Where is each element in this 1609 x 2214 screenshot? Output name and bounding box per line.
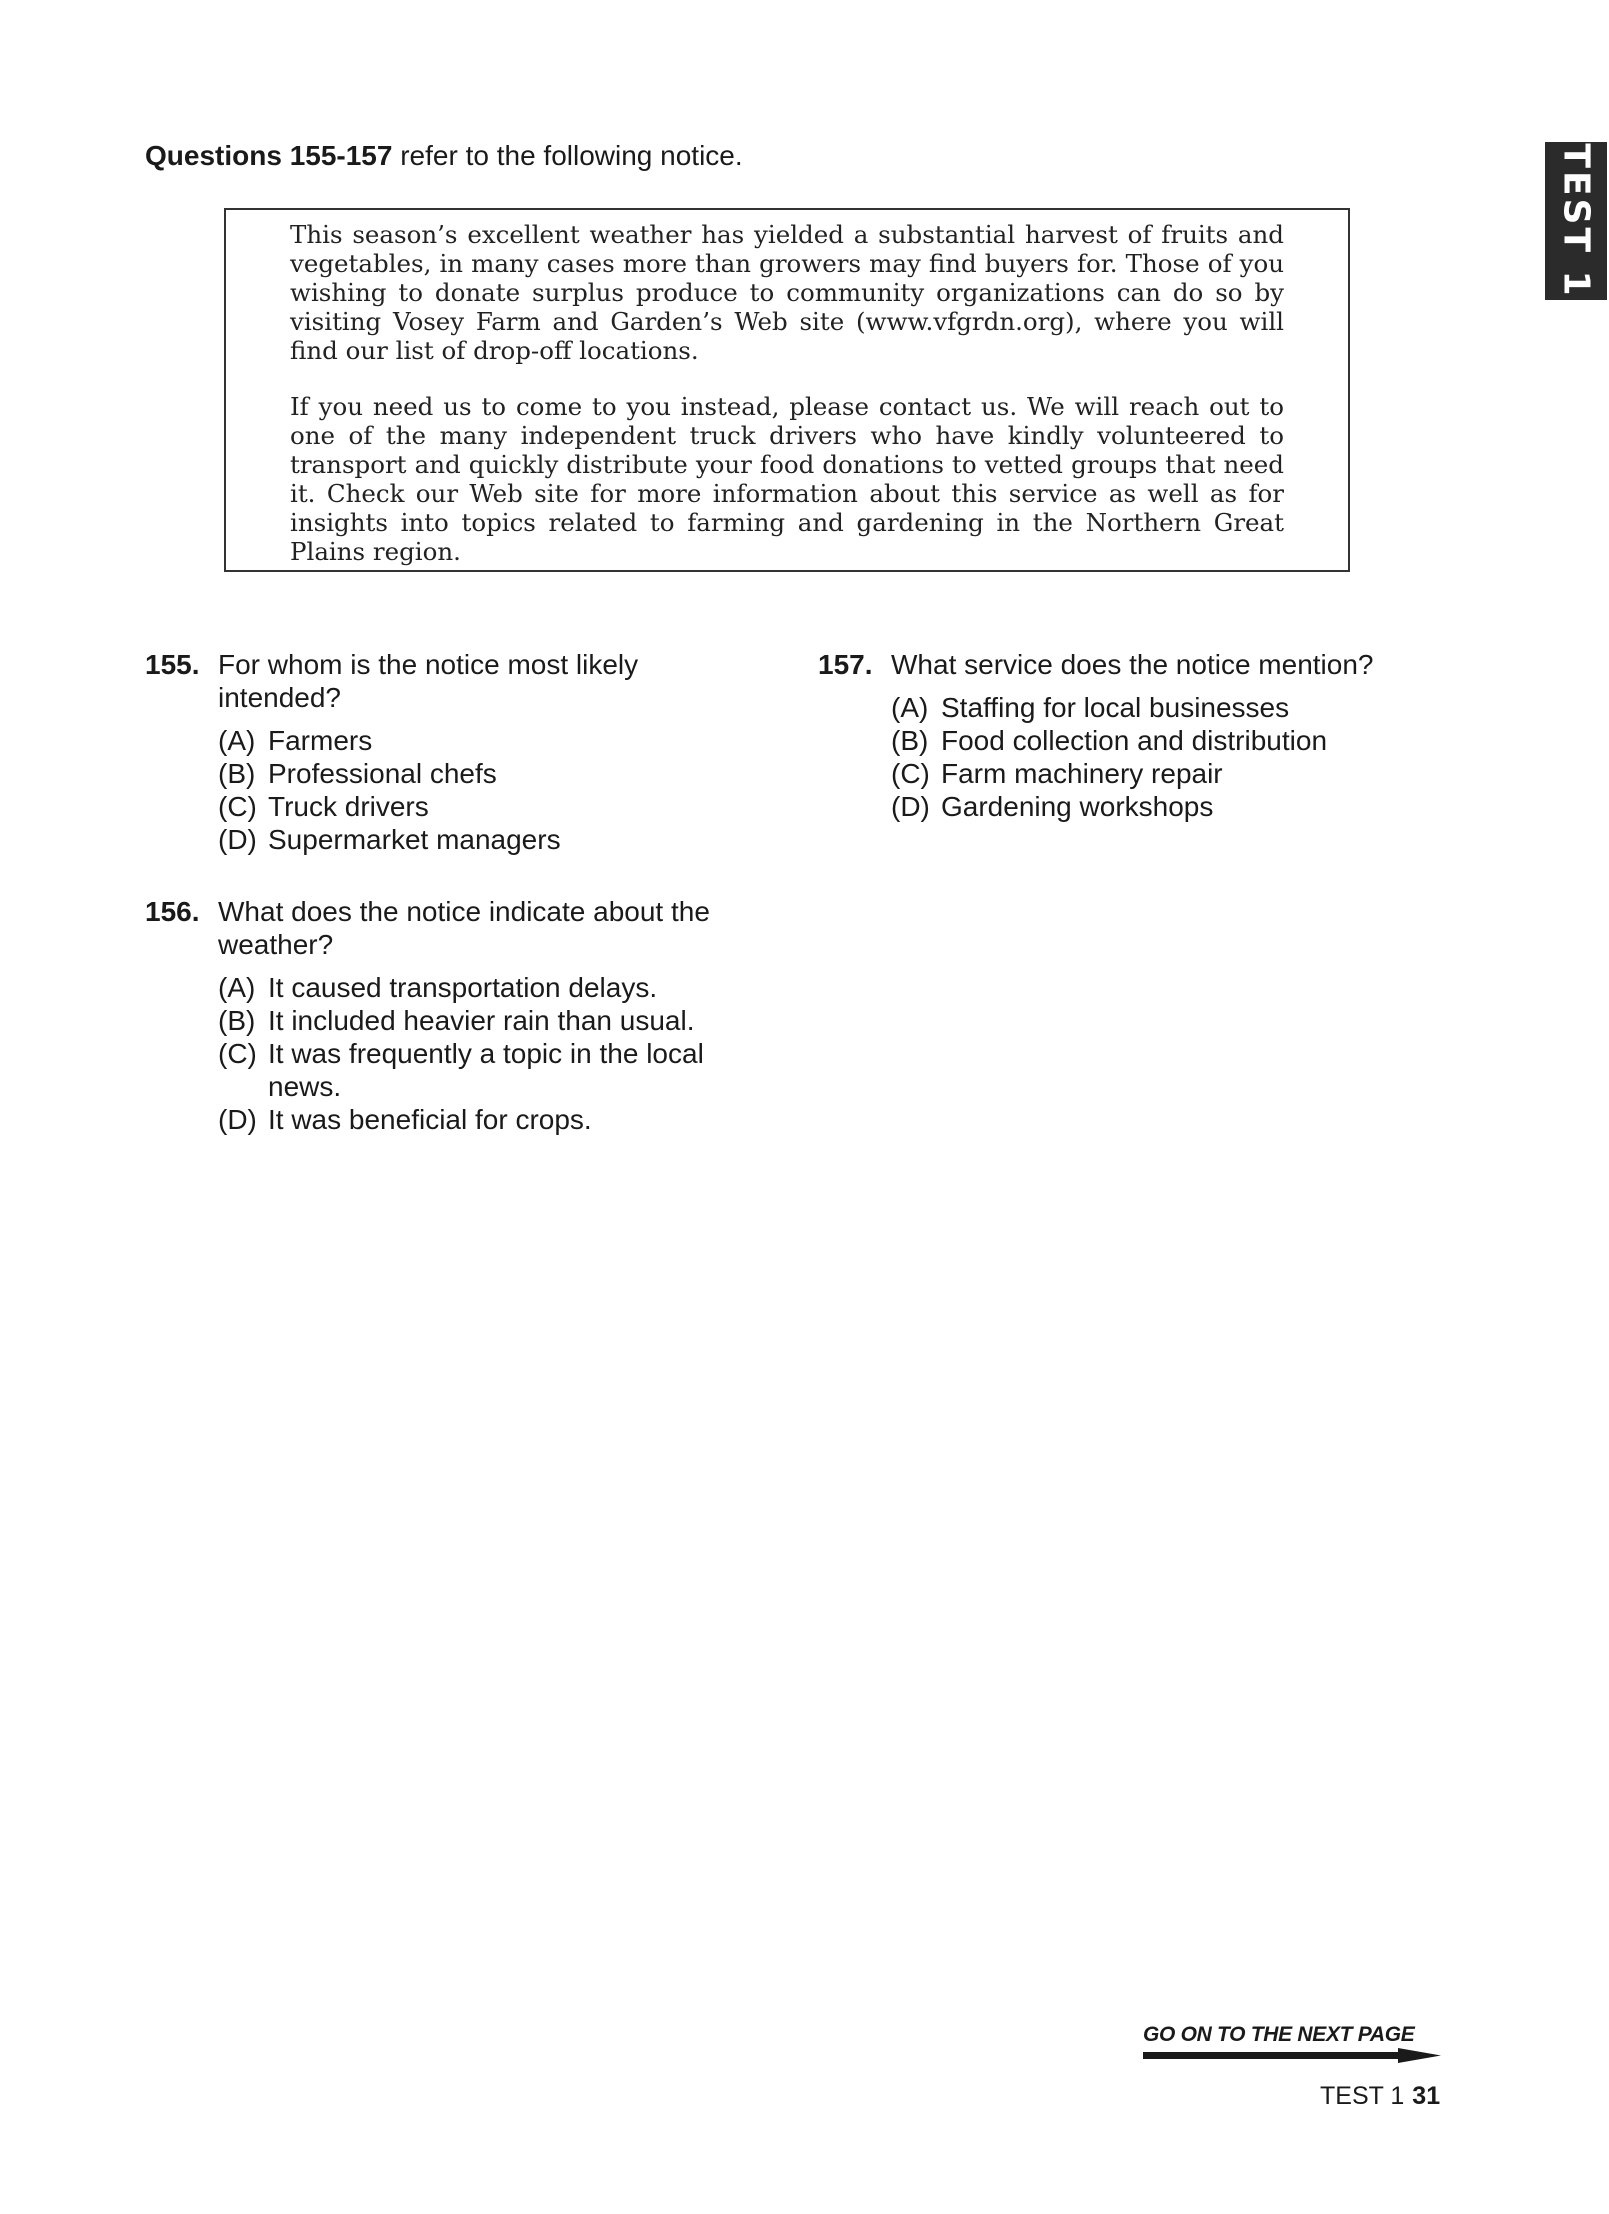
option-letter: (B) [218, 1005, 256, 1036]
question-stem [145, 895, 745, 961]
answer-option[interactable] [891, 724, 1458, 757]
question-stem [818, 648, 1458, 681]
question-155 [145, 648, 745, 856]
option-letter: (B) [218, 758, 256, 789]
option-text: Gardening workshops [941, 791, 1214, 822]
answer-options [818, 691, 1458, 823]
option-letter: (D) [218, 1104, 257, 1135]
page-footer [1320, 2080, 1440, 2112]
page-number: 31 [1412, 2082, 1441, 2110]
footer-test-label: TEST 1 [1320, 2082, 1405, 2110]
option-text: Truck drivers [268, 791, 429, 822]
answer-option[interactable] [218, 1004, 745, 1037]
notice-paragraph: If you need us to come to you instead, please contact us. We will reach out to one of the many independent truck drivers who have kindly volunteered to transport and quickly distribute your food donations to vetted groups that need it. Check our Web site for more information about this service as well as for insights into topics related to farming and gardening in the Northern Great Plains region. [290, 392, 1284, 566]
answer-options [145, 724, 745, 856]
option-letter: (D) [891, 791, 930, 822]
option-letter: (C) [891, 758, 930, 789]
option-letter: (A) [218, 972, 256, 1003]
option-text: Farm machinery repair [941, 758, 1223, 789]
question-text: What does the notice indicate about the weather? [218, 896, 710, 960]
option-text: Supermarket managers [268, 824, 561, 855]
question-157 [818, 648, 1458, 823]
answer-option[interactable] [218, 790, 745, 823]
notice-paragraph: This season’s excellent weather has yielded a substantial harvest of fruits and vegetables, in many cases more than growers may find buyers for. Those of you wishing to donate surplus produce to community organizations can do so by visiting Vosey Farm and Garden’s Web site (www.vfgrdn.org), where you will find our list of drop-off locations. [290, 220, 1284, 365]
option-text: Professional chefs [268, 758, 497, 789]
option-text: It was beneficial for crops. [268, 1104, 592, 1135]
answer-option[interactable] [218, 823, 745, 856]
option-text: Food collection and distribution [941, 725, 1328, 756]
questions-range: Questions 155-157 [145, 140, 393, 171]
question-text: What service does the notice mention? [891, 649, 1374, 680]
answer-options [145, 971, 745, 1136]
option-letter: (C) [218, 791, 257, 822]
arrow-right-icon [1143, 2048, 1441, 2064]
option-text: Farmers [268, 725, 373, 756]
question-156 [145, 895, 745, 1136]
option-letter: (A) [891, 692, 929, 723]
next-page-label: GO ON TO THE NEXT PAGE [1143, 2023, 1415, 2046]
test-side-tab [1545, 142, 1607, 300]
answer-option[interactable] [218, 757, 745, 790]
question-stem [145, 648, 745, 714]
option-text: It included heavier rain than usual. [268, 1005, 695, 1036]
answer-option[interactable] [218, 724, 745, 757]
answer-option[interactable] [891, 790, 1458, 823]
answer-option[interactable] [891, 691, 1458, 724]
question-text: For whom is the notice most likely intended? [218, 649, 639, 713]
side-tab-label: TEST 1 [1555, 143, 1597, 299]
option-letter: (B) [891, 725, 929, 756]
question-number: 157. [818, 649, 873, 680]
option-text: It caused transportation delays. [268, 972, 658, 1003]
next-page-indicator [1143, 2023, 1441, 2061]
heading-instruction: refer to the following notice. [400, 140, 743, 171]
notice-box [224, 208, 1350, 572]
answer-option[interactable] [218, 1103, 745, 1136]
answer-option[interactable] [218, 1037, 745, 1103]
option-letter: (C) [218, 1038, 257, 1069]
option-letter: (D) [218, 824, 257, 855]
question-number: 155. [145, 649, 200, 680]
question-number: 156. [145, 896, 200, 927]
option-text: It was frequently a topic in the local news. [268, 1038, 704, 1102]
section-heading [145, 138, 743, 174]
option-text: Staffing for local businesses [941, 692, 1290, 723]
answer-option[interactable] [218, 971, 745, 1004]
answer-option[interactable] [891, 757, 1458, 790]
option-letter: (A) [218, 725, 256, 756]
